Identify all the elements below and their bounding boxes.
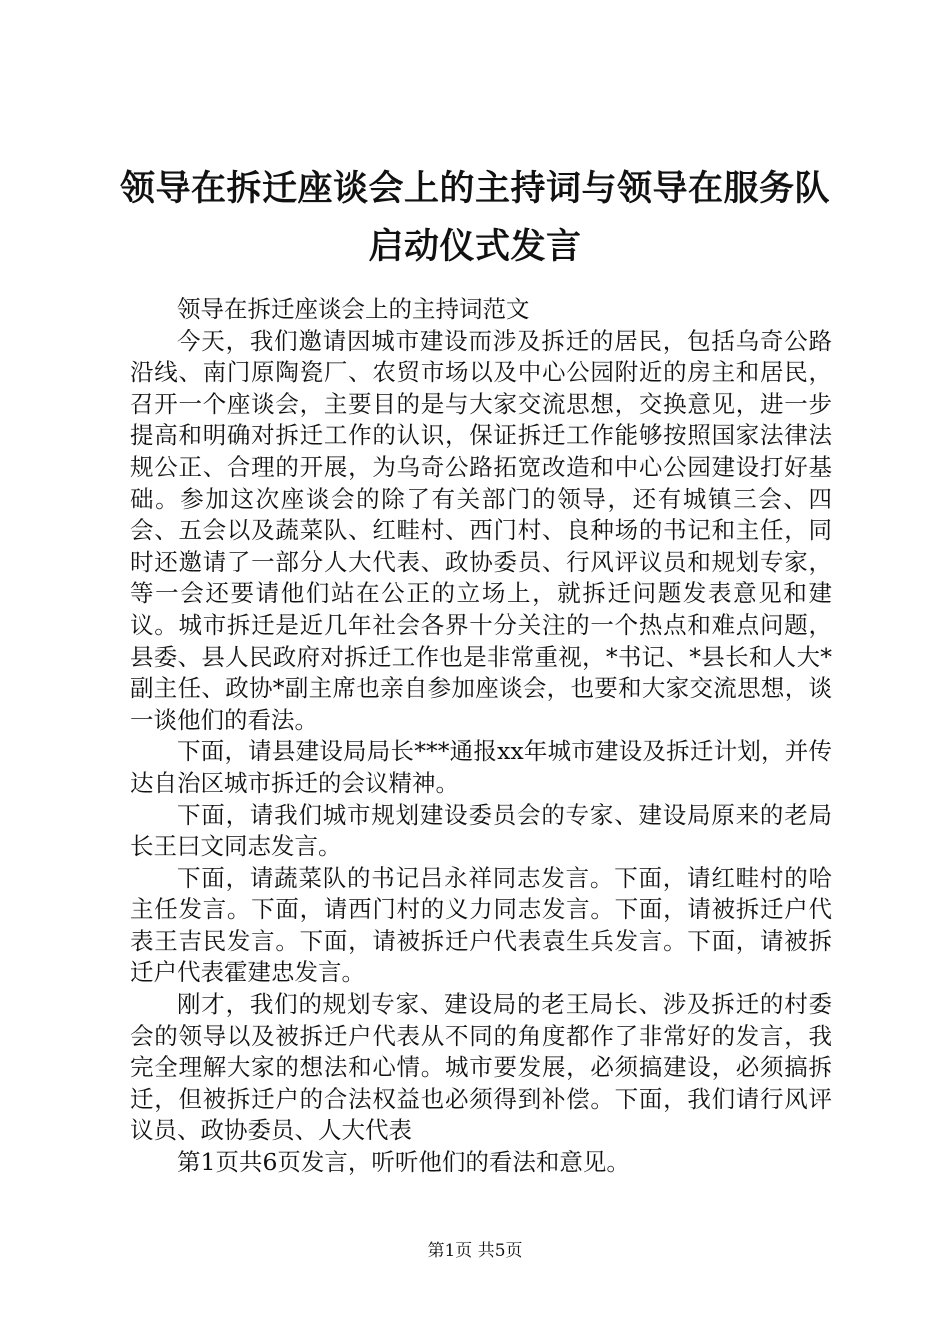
paragraph: 刚才，我们的规划专家、建设局的老王局长、涉及拆迁的村委会的领导以及被拆迁户代表从不同的角度都作了非常好的发言，我完全理解大家的想法和心情。城市要发展，必须搞建设，必须搞拆迁，但被拆迁户的合法权益也必须得到补偿。下面，我们请行风评议员、政协委员、人大代表 [130, 990, 832, 1145]
page-footer: 第1页 共5页 [427, 1241, 523, 1261]
paragraph-subtitle: 领导在拆迁座谈会上的主持词范文 [177, 295, 530, 323]
document-body [130, 294, 832, 1179]
title-line-1: 领导在拆迁座谈会上的主持词与领导在服务队 [120, 169, 831, 209]
paragraph: 下面，请县建设局局长***通报xx年城市建设及拆迁计划，并传达自治区城市拆迁的会议精神。 [130, 737, 832, 797]
document-title [120, 160, 830, 276]
title-line-2: 启动仪式发言 [368, 227, 582, 267]
paragraph: 下面，请蔬菜队的书记吕永祥同志发言。下面，请红畦村的哈主任发言。下面，请西门村的义力同志发言。下面，请被拆迁户代表王吉民发言。下面，请被拆迁户代表袁生兵发言。下面，请被拆迁户代表霍建忠发言。 [130, 863, 832, 987]
paragraph: 第1页共6页发言，听听他们的看法和意见。 [177, 1148, 630, 1177]
paragraph: 今天，我们邀请因城市建设而涉及拆迁的居民，包括乌奇公路沿线、南门原陶瓷厂、农贸市场以及中心公园附近的房主和居民，召开一个座谈会，主要目的是与大家交流思想，交换意见，进一步提高和明确对拆迁工作的认识，保证拆迁工作能够按照国家法律法规公正、合理的开展，为乌奇公路拓宽改造和中心公园建设打好基础。参加这次座谈会的除了有关部门的领导，还有城镇三会、四会、五会以及蔬菜队、红畦村、西门村、良种场的书记和主任，同时还邀请了一部分人大代表、政协委员、行风评议员和规划专家，等一会还要请他们站在公正的立场上，就拆迁问题发表意见和建议。城市拆迁是近几年社会各界十分关注的一个热点和难点问题，县委、县人民政府对拆迁工作也是非常重视，*书记、*县长和人大*副主任、政协*副主席也亲自参加座谈会，也要和大家交流思想，谈一谈他们的看法。 [130, 326, 832, 734]
paragraph: 下面，请我们城市规划建设委员会的专家、建设局原来的老局长王曰文同志发言。 [130, 800, 832, 861]
